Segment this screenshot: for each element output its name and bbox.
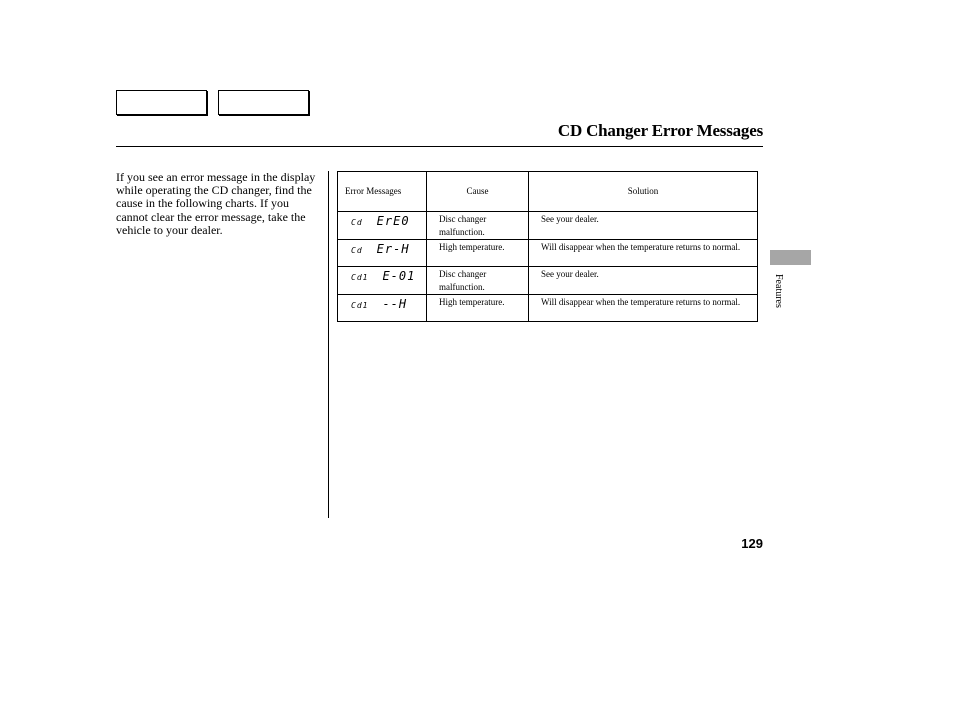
page-number: 129 (741, 536, 763, 551)
cause-cell: High temperature. (427, 295, 529, 322)
section-side-tab (770, 250, 811, 265)
column-divider (328, 171, 329, 518)
error-message-display (338, 240, 427, 267)
cause-cell: Disc changer malfunction. (427, 212, 529, 240)
table-row (338, 240, 758, 267)
header-tab-box-2 (218, 90, 309, 115)
table-row (338, 267, 758, 295)
display-small-text: Cd (351, 246, 363, 255)
display-large-text: E-01 (382, 269, 416, 283)
header-solution: Solution (529, 172, 758, 212)
display-large-text: --H (382, 297, 408, 311)
display-small-text: Cd1 (351, 301, 369, 310)
table-row (338, 295, 758, 322)
display-small-text: Cd (351, 218, 363, 227)
header-error-messages: Error Messages (338, 172, 427, 212)
display-large-text: ErE0 (376, 214, 410, 228)
error-message-display (338, 267, 427, 295)
solution-cell: See your dealer. (529, 267, 758, 295)
error-messages-table (337, 171, 758, 322)
title-rule (116, 146, 763, 147)
display-small-text: Cd1 (351, 273, 369, 282)
header-tab-box-1 (116, 90, 207, 115)
table-header-row (338, 172, 758, 212)
error-message-display (338, 295, 427, 322)
display-large-text: Er-H (376, 242, 410, 256)
cause-cell: Disc changer malfunction. (427, 267, 529, 295)
section-side-label: Features (773, 274, 784, 308)
solution-cell: Will disappear when the temperature returns to normal. (529, 295, 758, 322)
cause-cell: High temperature. (427, 240, 529, 267)
header-cause: Cause (427, 172, 529, 212)
table-row (338, 212, 758, 240)
solution-cell: See your dealer. (529, 212, 758, 240)
page-title: CD Changer Error Messages (557, 121, 763, 140)
solution-cell: Will disappear when the temperature returns to normal. (529, 240, 758, 267)
intro-paragraph: If you see an error message in the display while operating the CD changer, find the cause in the following charts. If you cannot clear the error message, take the vehicle to your dealer. (116, 170, 316, 237)
error-message-display (338, 212, 427, 240)
